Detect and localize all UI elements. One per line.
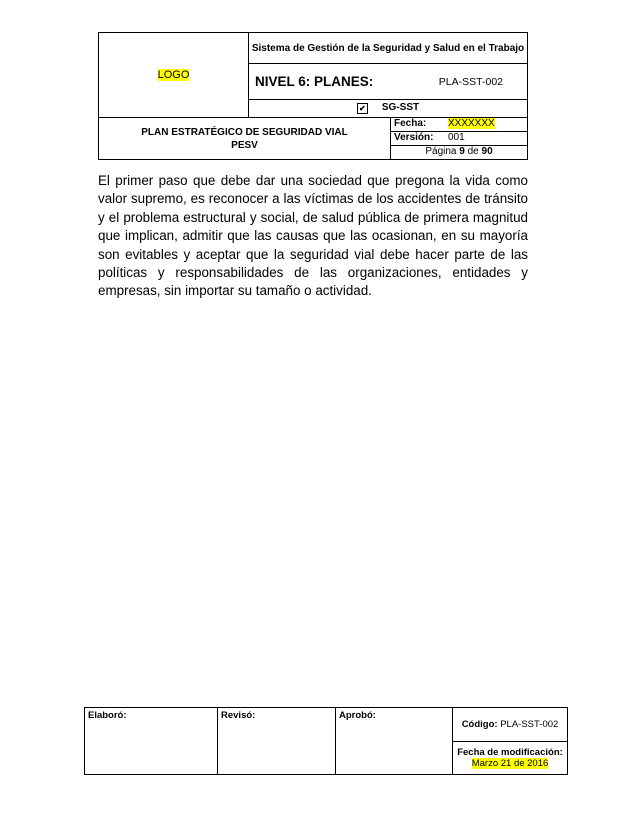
level-title: NIVEL 6: PLANES: [255, 73, 374, 89]
code-value: PLA-SST-002 [500, 719, 559, 730]
logo-cell [99, 33, 249, 118]
aprobo-label: Aprobó: [339, 710, 376, 721]
page-number [391, 145, 528, 159]
modified-cell [453, 742, 568, 775]
plan-subtitle: PESV [231, 139, 258, 151]
elaboro-cell [85, 708, 218, 775]
modified-label: Fecha de modificación: [457, 747, 563, 758]
version-label: Versión: [394, 132, 434, 144]
aprobo-cell [336, 708, 453, 775]
code-label: Código: [461, 719, 498, 730]
reviso-label: Revisó: [221, 710, 256, 721]
checkbox-checked-icon: ✔ [357, 103, 368, 114]
page-total: 90 [481, 146, 493, 158]
modified-value: Marzo 21 de 2016 [471, 758, 549, 769]
page-of: de [467, 146, 479, 158]
date-row [391, 118, 528, 132]
page-label: Página [425, 146, 457, 158]
body-paragraph: El primer paso que debe dar una sociedad que pregona la vida como valor supremo, es reconocer a las víctimas de los accidentes de tránsito y el problema estructural y social, de salud pública de primera magnitud que implican, admitir que las causas que las ocasionan, en su mayoría son evitables y aceptar que la seguridad vial debe hacer parte de las políticas y responsabilidades de las organizaciones, entidades y empresas, sin importar su tamaño o actividad. [98, 173, 528, 299]
version-row [391, 131, 528, 145]
date-value: XXXXXXX [448, 118, 495, 130]
reviso-cell [218, 708, 336, 775]
date-label: Fecha: [394, 118, 427, 130]
document-footer [84, 707, 568, 775]
code-cell [453, 708, 568, 742]
plan-title: PLAN ESTRATÉGICO DE SEGURIDAD VIAL [141, 126, 348, 138]
plan-title-cell [99, 118, 391, 160]
system-title: Sistema de Gestión de la Seguridad y Salud en el Trabajo [249, 33, 528, 64]
document-header [98, 32, 528, 160]
level-cell [249, 64, 528, 100]
doc-code: PLA-SST-002 [438, 75, 503, 88]
page-current: 9 [459, 146, 465, 158]
system-short: SG-SST [381, 102, 420, 114]
elaboro-label: Elaboró: [88, 710, 127, 721]
sgsst-cell [249, 99, 528, 117]
version-value: 001 [448, 132, 465, 144]
logo-placeholder: LOGO [157, 69, 190, 81]
